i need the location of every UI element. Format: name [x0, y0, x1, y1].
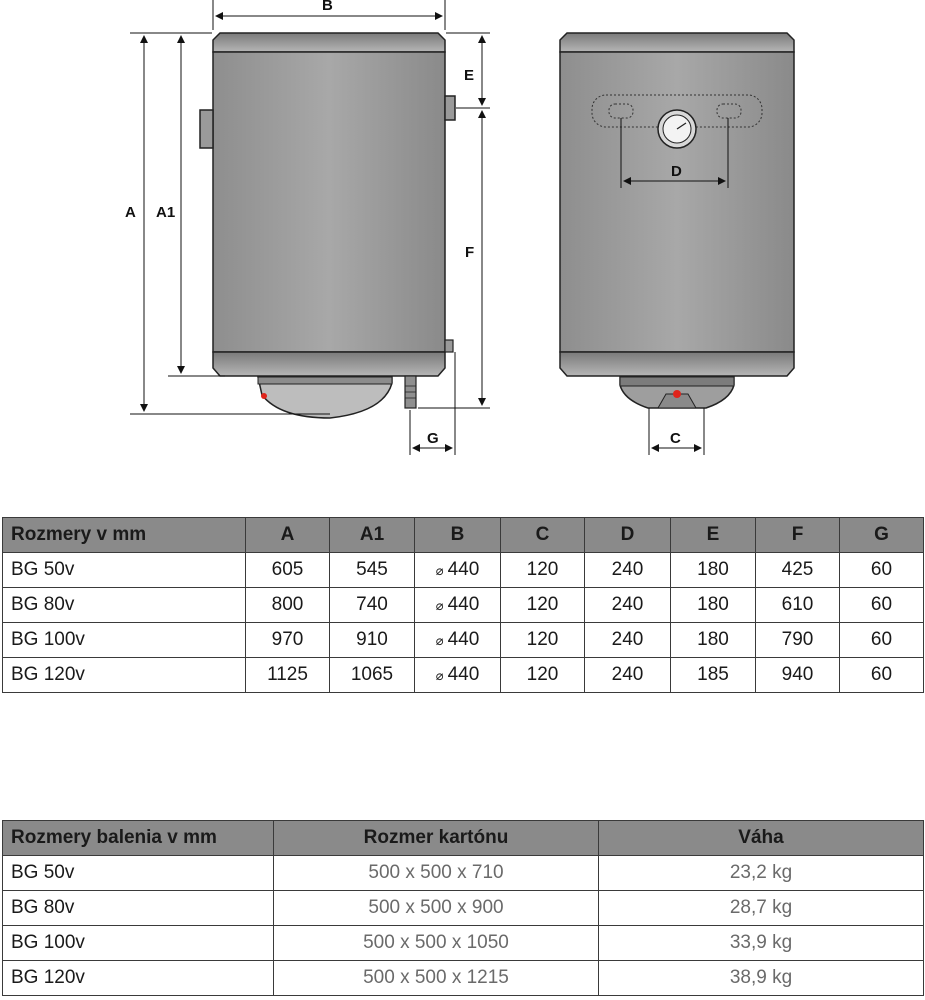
header-cell: D [585, 518, 671, 553]
table-row [3, 658, 924, 693]
model-cell: BG 80v [3, 891, 274, 926]
header-cell: Váha [599, 821, 924, 856]
weight-cell: 33,9 kg [599, 926, 924, 961]
value-cell: 240 [585, 658, 671, 693]
diameter-value: 440 [447, 559, 480, 580]
diameter-icon: ⌀ [435, 668, 444, 683]
model-cell: BG 100v [3, 623, 246, 658]
value-cell: 910 [330, 623, 415, 658]
packaging-table [2, 820, 924, 996]
model-cell: BG 50v [3, 856, 274, 891]
value-cell: 1125 [246, 658, 330, 693]
box-size-cell: 500 x 500 x 1215 [274, 961, 599, 996]
header-cell: Rozmery v mm [3, 518, 246, 553]
front-view [560, 33, 794, 408]
model-cell: BG 80v [3, 588, 246, 623]
box-size-cell: 500 x 500 x 900 [274, 891, 599, 926]
header-cell: A [246, 518, 330, 553]
model-cell: BG 120v [3, 961, 274, 996]
side-view [200, 33, 455, 418]
value-cell [415, 623, 501, 658]
value-cell: 120 [501, 623, 585, 658]
diameter-icon: ⌀ [435, 598, 444, 613]
dimensions-table [2, 517, 924, 693]
label-a: A [125, 204, 136, 221]
table-row [3, 588, 924, 623]
header-cell: G [840, 518, 924, 553]
header-cell: B [415, 518, 501, 553]
table-row [3, 623, 924, 658]
value-cell: 970 [246, 623, 330, 658]
water-heater-dimension-diagram [0, 0, 925, 470]
diameter-value: 440 [447, 594, 480, 615]
value-cell: 240 [585, 588, 671, 623]
header-cell: A1 [330, 518, 415, 553]
label-c: C [670, 430, 681, 447]
label-g: G [427, 430, 439, 447]
value-cell: 60 [840, 588, 924, 623]
value-cell [415, 588, 501, 623]
value-cell: 740 [330, 588, 415, 623]
header-cell: C [501, 518, 585, 553]
value-cell: 610 [756, 588, 840, 623]
table-row [3, 926, 924, 961]
value-cell: 180 [671, 588, 756, 623]
box-size-cell: 500 x 500 x 710 [274, 856, 599, 891]
value-cell: 790 [756, 623, 840, 658]
diameter-value: 440 [447, 629, 480, 650]
value-cell: 940 [756, 658, 840, 693]
value-cell: 120 [501, 588, 585, 623]
diameter-value: 440 [447, 664, 480, 685]
value-cell: 185 [671, 658, 756, 693]
value-cell: 545 [330, 553, 415, 588]
value-cell: 180 [671, 623, 756, 658]
value-cell: 1065 [330, 658, 415, 693]
weight-cell: 23,2 kg [599, 856, 924, 891]
value-cell: 605 [246, 553, 330, 588]
value-cell: 120 [501, 658, 585, 693]
value-cell: 120 [501, 553, 585, 588]
table-row [3, 856, 924, 891]
table-row [3, 553, 924, 588]
label-d: D [671, 163, 682, 180]
value-cell [415, 658, 501, 693]
header-cell: Rozmery balenia v mm [3, 821, 274, 856]
header-cell: F [756, 518, 840, 553]
value-cell: 60 [840, 658, 924, 693]
model-cell: BG 120v [3, 658, 246, 693]
weight-cell: 28,7 kg [599, 891, 924, 926]
label-a1: A1 [156, 204, 176, 221]
dimensions-header-row [3, 518, 924, 553]
label-f: F [465, 244, 475, 261]
value-cell: 800 [246, 588, 330, 623]
value-cell: 240 [585, 623, 671, 658]
value-cell: 60 [840, 553, 924, 588]
value-cell: 425 [756, 553, 840, 588]
table-row [3, 891, 924, 926]
value-cell: 180 [671, 553, 756, 588]
model-cell: BG 50v [3, 553, 246, 588]
value-cell: 60 [840, 623, 924, 658]
diameter-icon: ⌀ [435, 563, 444, 578]
header-cell: E [671, 518, 756, 553]
box-size-cell: 500 x 500 x 1050 [274, 926, 599, 961]
weight-cell: 38,9 kg [599, 961, 924, 996]
header-cell: Rozmer kartónu [274, 821, 599, 856]
packaging-header-row [3, 821, 924, 856]
table-row [3, 961, 924, 996]
value-cell: 240 [585, 553, 671, 588]
value-cell [415, 553, 501, 588]
label-b: B [322, 0, 333, 14]
label-e: E [464, 67, 475, 84]
diameter-icon: ⌀ [435, 633, 444, 648]
model-cell: BG 100v [3, 926, 274, 961]
